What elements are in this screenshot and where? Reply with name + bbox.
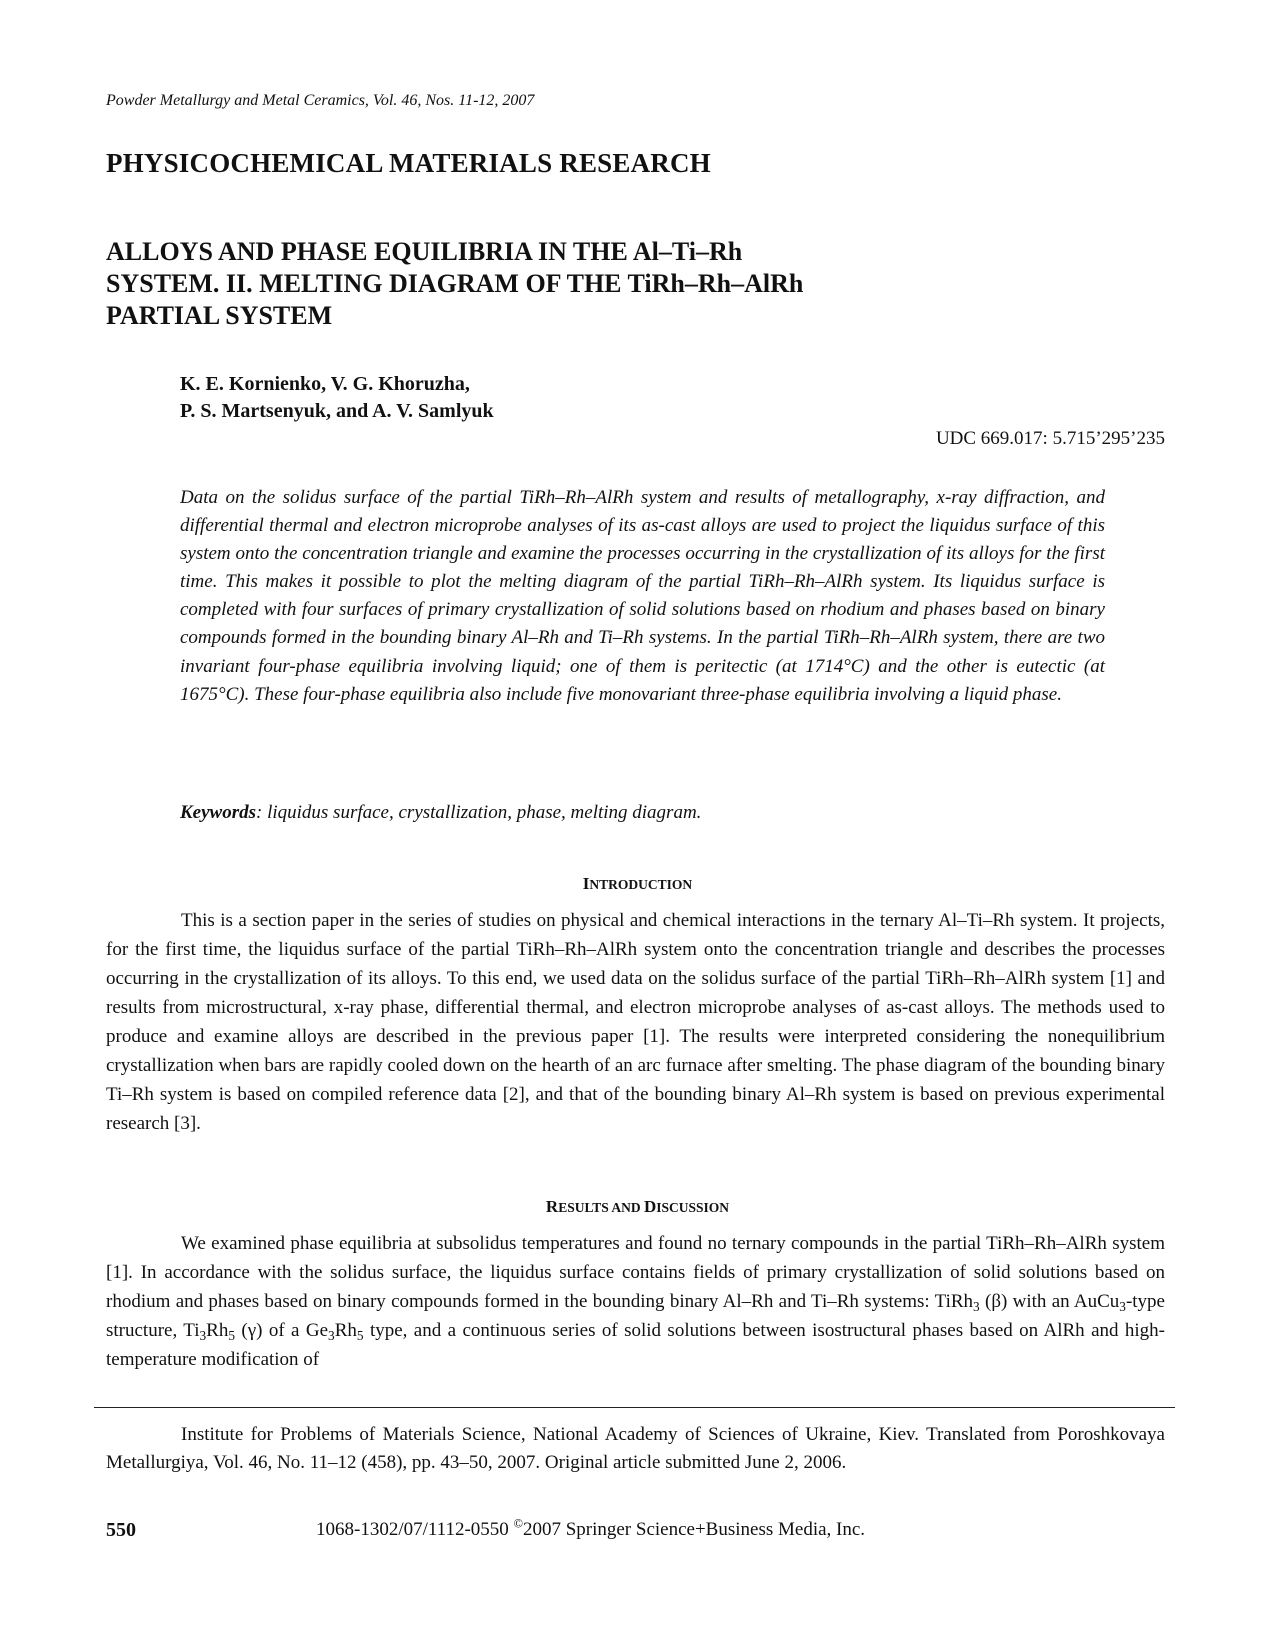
article-title-line: ALLOYS AND PHASE EQUILIBRIA IN THE Al–Ti–Rh [106,237,743,266]
results-body [106,1229,1165,1374]
keywords-text: : liquidus surface, crystallization, phase, melting diagram. [256,802,702,823]
article-title [106,236,1006,332]
paragraph: We examined phase equilibria at subsolidus temperatures and found no ternary compounds in the partial TiRh–Rh–AlRh system [1]. In accordance with the solidus surface, the liquidus surface contains fields of primary crystallization of solid solutions based on rhodium and phases based on binary compounds formed in the bounding binary Al–Rh and Ti–Rh systems: TiRh$_3$ (β) with an AuCu$_3$-type structure, $Ti_3Rh_5$ (γ) of a $Ge_3Rh_5$ type, and a continuous series of solid solutions between isostructural phases based on AlRh and high-temperature modification of [106,1233,1165,1370]
footnote-text: Institute for Problems of Materials Science, National Academy of Sciences of Ukraine, Kiev. Translated from Poroshkovaya Metallurgiya, Vol. 46, No. 11–12 (458), pp. 43–50, 2007. Original article submitted June 2, 2006. [106,1424,1165,1473]
section-heading: PHYSICOCHEMICAL MATERIALS RESEARCH [106,148,711,178]
authors-line: K. E. Kornienko, V. G. Khoruzha, [180,373,470,395]
article-title-line: SYSTEM. II. MELTING DIAGRAM OF THE TiRh–Rh–AlRh [106,269,804,298]
authors [180,371,494,425]
results-heading: RESULTS AND DISCUSSION [545,1197,730,1216]
footnote [106,1421,1165,1477]
udc-code: UDC 669.017: 5.715’295’235 [935,428,1165,449]
footnote-divider [94,1407,1175,1408]
copyright-line: 1068-1302/07/1112-0550 ©2007 Springer Science+Business Media, Inc. [316,1516,866,1540]
authors-line: P. S. Martsenyuk, and A. V. Samlyuk [180,400,494,422]
keywords [180,802,701,824]
page-number: 550 [106,1519,136,1541]
paragraph: This is a section paper in the series of studies on physical and chemical interactions in the ternary Al–Ti–Rh system. It projects, for the first time, the liquidus surface of the partial TiRh–Rh–AlRh system onto the concentration triangle and describes the processes occurring in the crystallization of its alloys. To this end, we used data on the solidus surface of the partial TiRh–Rh–AlRh system [1] and results from microstructural, x-ray phase, differential thermal, and electron microprobe analyses of as-cast alloys. The methods used to produce and examine alloys are described in the previous paper [1]. The results were interpreted considering the nonequilibrium crystallization when bars are rapidly cooled down on the hearth of an arc furnace after smelting. The phase diagram of the bounding binary Ti–Rh system is based on compiled reference data [2], and that of the bounding binary Al–Rh system is based on previous experimental research [3]. [106,910,1165,1134]
article-title-line: PARTIAL SYSTEM [106,301,333,330]
journal-citation: Powder Metallurgy and Metal Ceramics, Vol. 46, Nos. 11-12, 2007 [106,92,535,109]
introduction-heading: INTRODUCTION [582,874,693,893]
introduction-body [106,906,1165,1138]
copyright-symbol: © [513,1516,523,1531]
abstract: Data on the solidus surface of the partial TiRh–Rh–AlRh system and results of metallography, x-ray diffraction, and differential thermal and electron microprobe analyses of its as-cast alloys are used to project the liquidus surface of this system onto the concentration triangle and examine the processes occurring in the crystallization of its alloys for the first time. This makes it possible to plot the melting diagram of the partial TiRh–Rh–AlRh system. Its liquidus surface is completed with four surfaces of primary crystallization of solid solutions based on rhodium and phases based on binary compounds formed in the bounding binary Al–Rh and Ti–Rh systems. In the partial TiRh–Rh–AlRh system, there are two invariant four-phase equilibria involving liquid; one of them is peritectic (at 1714°C) and the other is eutectic (at 1675°C). These four-phase equilibria also include five monovariant three-phase equilibria involving a liquid phase. [180,487,1105,705]
keywords-label: Keywords [180,802,256,823]
